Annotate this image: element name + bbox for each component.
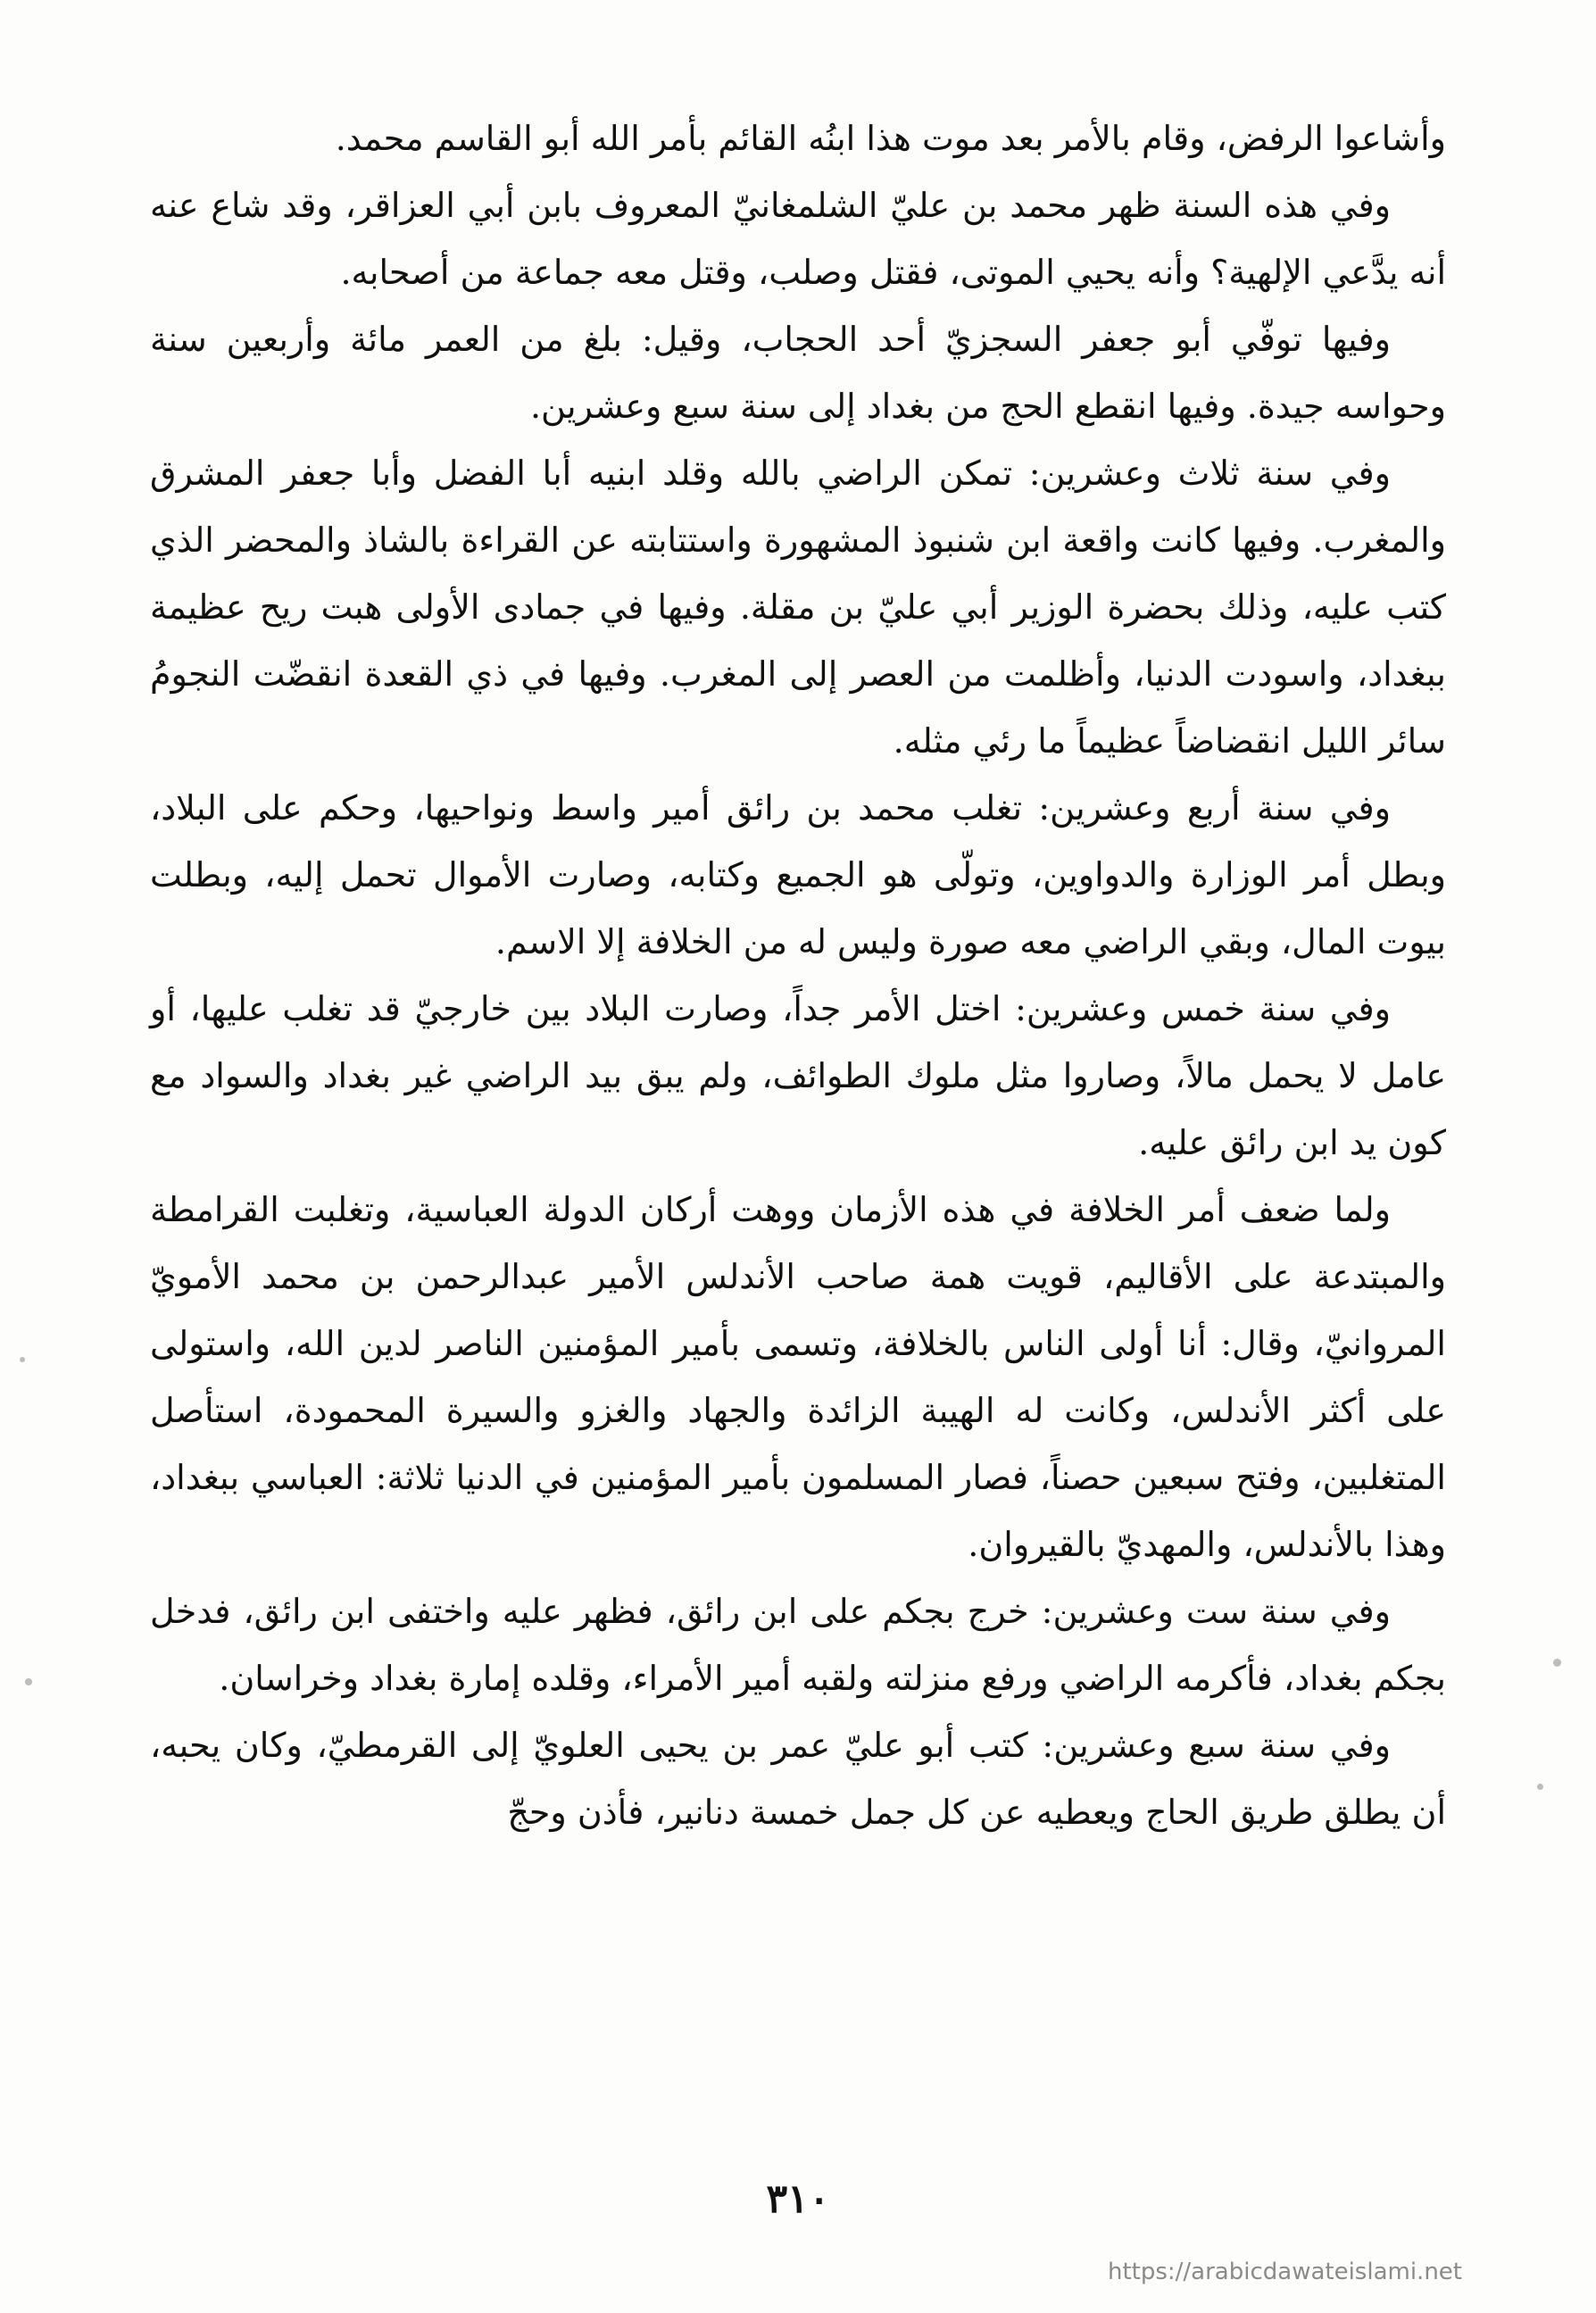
paragraph-2: وفي هذه السنة ظهر محمد بن عليّ الشلمغانيّ المعروف بابن أبي العزاقر، وقد شاع عنه أنه يدَّعي الإلهية؟ وأنه يحيي الموتى، فقتل وصلب، وقتل معه جماعة من أصحابه. bbox=[150, 186, 1446, 292]
paragraph-3: وفيها توفّي أبو جعفر السجزيّ أحد الحجاب، وقيل: بلغ من العمر مائة وأربعين سنة وحواسه جيدة. وفيها انقطع الحج من بغداد إلى سنة سبع وعشرين. bbox=[150, 320, 1446, 426]
paragraph-6: وفي سنة خمس وعشرين: اختل الأمر جداً، وصارت البلاد بين خارجيّ قد تغلب عليها، أو عامل لا يحمل مالاً، وصاروا مثل ملوك الطوائف، ولم يبق بيد الراضي غير بغداد والسواد مع كون يد ابن رائق عليه. bbox=[150, 989, 1446, 1162]
scan-speck bbox=[1553, 1659, 1561, 1667]
paragraph-9: وفي سنة سبع وعشرين: كتب أبو عليّ عمر بن يحيى العلويّ إلى القرمطيّ، وكان يحبه، أن يطلق طريق الحاج ويعطيه عن كل جمل خمسة دنانير، فأذن وحجّ bbox=[150, 1726, 1446, 1832]
scan-speck bbox=[1537, 1784, 1543, 1790]
paragraph-5: وفي سنة أربع وعشرين: تغلب محمد بن رائق أمير واسط ونواحيها، وحكم على البلاد، وبطل أمر الوزارة والدواوين، وتولّى هو الجميع وكتابه، وصارت الأموال تحمل إليه، وبطلت بيوت المال، وبقي الراضي معه صورة وليس له من الخلافة إلا الاسم. bbox=[150, 788, 1446, 961]
watermark-url[interactable]: https://arabicdawateislami.net bbox=[1107, 2259, 1462, 2285]
paragraph-7: ولما ضعف أمر الخلافة في هذه الأزمان ووهت أركان الدولة العباسية، وتغلبت القرامطة والمبتدعة على الأقاليم، قويت همة صاحب الأندلس الأمير عبدالرحمن بن محمد الأمويّ المروانيّ، وقال: أنا أولى الناس بالخلافة، وتسمى بأمير المؤمنين الناصر لدين الله، واستولى على أكثر الأندلس، وكانت له الهيبة الزائدة والجهاد والغزو والسيرة المحمودة، استأصل المتغلبين، وفتح سبعين حصناً، فصار المسلمون بأمير المؤمنين في الدنيا ثلاثة: العباسي ببغداد، وهذا بالأندلس، والمهديّ بالقيروان. bbox=[150, 1190, 1446, 1564]
paragraph-4: وفي سنة ثلاث وعشرين: تمكن الراضي بالله وقلد ابنيه أبا الفضل وأبا جعفر المشرق والمغرب. وفيها كانت واقعة ابن شنبوذ المشهورة واستتابته عن القراءة بالشاذ والمحضر الذي كتب عليه، وذلك بحضرة الوزير أبي عليّ بن مقلة. وفيها في جمادى الأولى هبت ريح عظيمة ببغداد، واسودت الدنيا، وأظلمت من العصر إلى المغرب. وفيها في ذي القعدة انقضّت النجومُ سائر الليل انقضاضاً عظيماً ما رئي مثله. bbox=[150, 453, 1446, 761]
scan-speck bbox=[25, 1678, 32, 1685]
paragraph-8: وفي سنة ست وعشرين: خرج بجكم على ابن رائق، فظهر عليه واختفى ابن رائق، فدخل بجكم بغداد، فأكرمه الراضي ورفع منزلته ولقبه أمير الأمراء، وقلده إمارة بغداد وخراسان. bbox=[150, 1592, 1446, 1698]
scan-speck bbox=[20, 1357, 25, 1362]
paragraph-1: وأشاعوا الرفض، وقام بالأمر بعد موت هذا ابنُه القائم بأمر الله أبو القاسم محمد. bbox=[335, 119, 1446, 158]
page-number: ٣١٠ bbox=[766, 2176, 830, 2222]
body-text bbox=[150, 105, 1446, 1846]
